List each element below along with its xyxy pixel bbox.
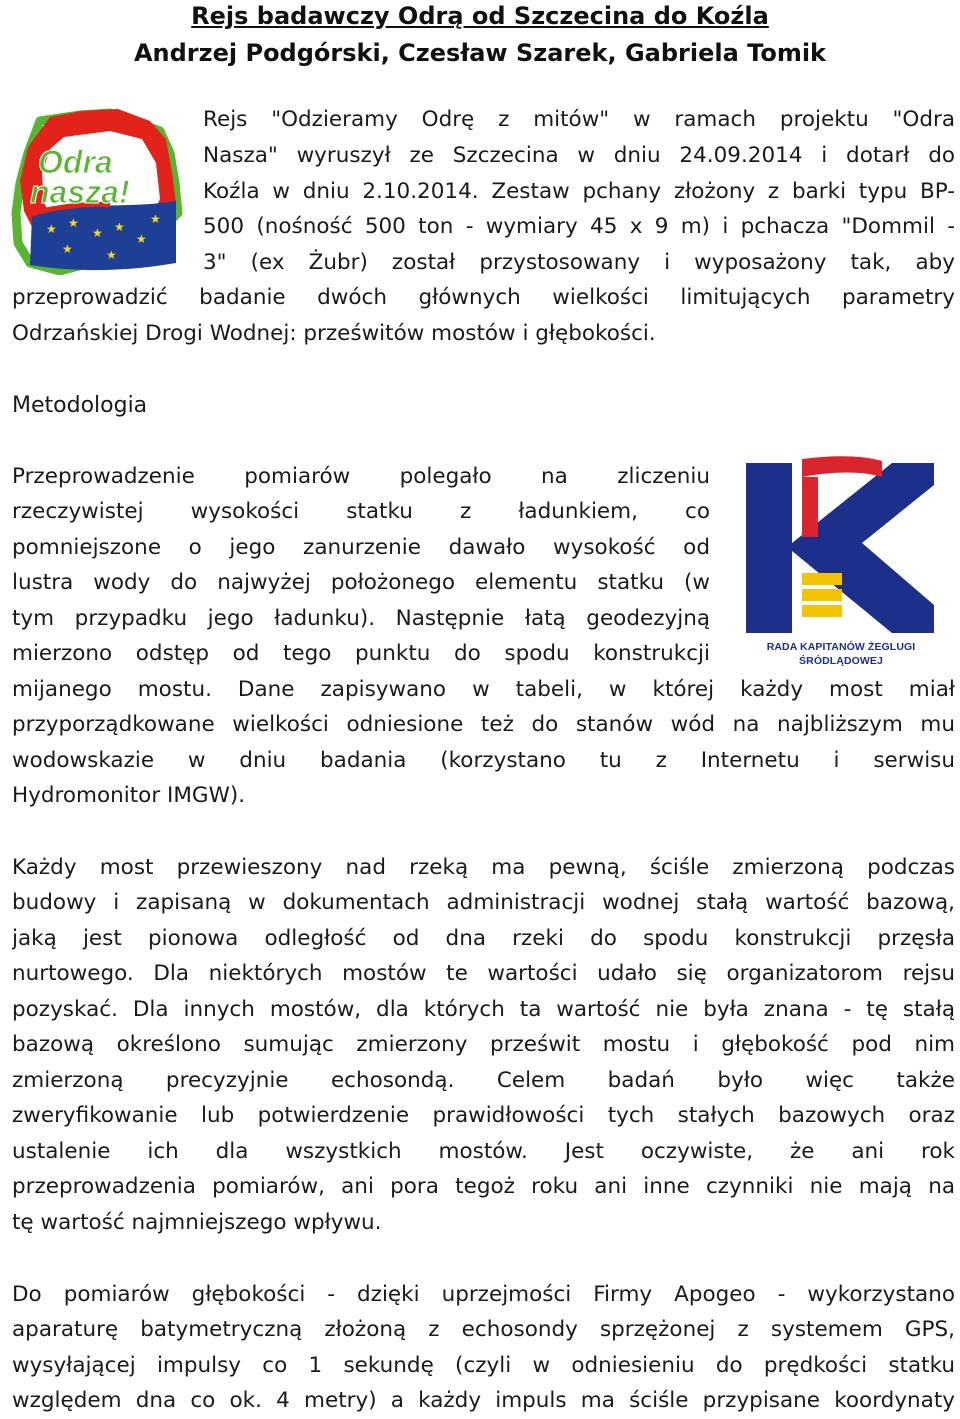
paragraph-line: ustalenie ich dla wszystkich mostów. Jest oczywiste, że ani rok xyxy=(12,1139,955,1164)
methodology-line: Przeprowadzenie pomiarów polegało na zliczeniu xyxy=(12,464,710,489)
methodology-line: pomniejszone o jego zanurzenie dawało wysokość od xyxy=(12,535,710,560)
intro-line: 500 (nośność 500 ton - wymiary 45 x 9 m) i pchacza "Dommil - xyxy=(203,214,955,239)
section-heading: Metodologia xyxy=(12,393,148,418)
svg-text:★: ★ xyxy=(106,248,117,262)
odra-nasza-logo xyxy=(10,103,192,275)
document-authors: Andrzej Podgórski, Czesław Szarek, Gabriela Tomik xyxy=(133,39,827,67)
svg-text:★: ★ xyxy=(136,232,147,246)
svg-text:★: ★ xyxy=(62,242,73,256)
intro-line: Odrzańskiej Drogi Wodnej: prześwitów mostów i głębokości. xyxy=(12,321,656,346)
paragraph-line: budowy i zapisaną w dokumentach administracji wodnej stałą wartość bazową, xyxy=(12,890,955,915)
paragraph-line: Do pomiarów głębokości - dzięki uprzejmości Firmy Apogeo - wykorzystano xyxy=(12,1282,955,1307)
intro-line: Koźla w dniu 2.10.2014. Zestaw pchany złożony z barki typu BP- xyxy=(203,179,955,204)
svg-text:★: ★ xyxy=(68,216,79,230)
odra-logo-text-1: Odra xyxy=(38,144,113,180)
svg-text:★: ★ xyxy=(92,226,103,240)
svg-text:★: ★ xyxy=(150,212,161,226)
paragraph-line: zweryfikowanie lub potwierdzenie prawidłowości tych stałych bazowych oraz xyxy=(12,1103,955,1128)
paragraph-line: zmierzoną precyzyjnie echosondą. Celem badań było więc także xyxy=(12,1068,955,1093)
methodology-line: tym przypadku jego ładunku). Następnie łatą geodezyjną xyxy=(12,606,710,631)
paragraph-line: względem dna co ok. 4 metry) a każdy impuls ma ściśle przypisane koordynaty xyxy=(12,1388,955,1413)
paragraph-line: pozyskać. Dla innych mostów, dla których ta wartość nie była znana - tę stałą xyxy=(12,997,955,1022)
paragraph-line: przeprowadzenia pomiarów, ani pora tegoż roku ani inne czynniki nie mają na xyxy=(12,1174,955,1199)
methodology-line: przyporządkowane wielkości odniesione też do stanów wód na najbliższym mu xyxy=(12,712,955,737)
paragraph-line: nurtowego. Dla niektórych mostów te wartości udało się organizatorom rejsu xyxy=(12,961,955,986)
intro-line: Nasza" wyruszył ze Szczecina w dniu 24.09.2014 i dotarł do xyxy=(203,143,955,168)
methodology-line: mijanego mostu. Dane zapisywano w tabeli, w której każdy most miał xyxy=(12,677,955,702)
document-title: Rejs badawczy Odrą od Szczecina do Koźla xyxy=(191,2,769,30)
methodology-line: mierzono odstęp od tego punktu do spodu konstrukcji xyxy=(12,641,710,666)
methodology-line: rzeczywistej wysokości statku z ładunkiem, co xyxy=(12,499,710,524)
methodology-line: lustra wody do najwyżej położonego elementu statku (w xyxy=(12,570,710,595)
svg-text:★: ★ xyxy=(46,222,57,236)
rada-logo-caption: RADA KAPITANÓW ŻEGLUGI ŚRÓDLĄDOWEJ xyxy=(766,641,916,667)
intro-line: 3" (ex Żubr) został przystosowany i wyposażony tak, aby xyxy=(203,250,955,275)
paragraph-line: tę wartość najmniejszego wpływu. xyxy=(12,1210,382,1235)
paragraph-line: bazową określono sumując zmierzony prześwit mostu i głębokość pod nim xyxy=(12,1032,955,1057)
paragraph-line: wysyłającej impulsy co 1 sekundę (czyli w odniesieniu do prędkości statku xyxy=(12,1353,955,1378)
intro-line: przeprowadzić badanie dwóch głównych wielkości limitujących parametry xyxy=(12,285,955,310)
rada-kapitanow-logo xyxy=(742,455,940,663)
odra-logo-text-2: nasza! xyxy=(30,174,130,210)
paragraph-line: Każdy most przewieszony nad rzeką ma pewną, ściśle zmierzoną podczas xyxy=(12,855,955,880)
methodology-line: Hydromonitor IMGW). xyxy=(12,783,246,808)
paragraph-line: aparaturę batymetryczną złożoną z echosondy sprzężonej z systemem GPS, xyxy=(12,1317,955,1342)
methodology-line: wodowskazie w dniu badania (korzystano tu z Internetu i serwisu xyxy=(12,748,955,773)
paragraph-line: jaką jest pionowa odległość od dna rzeki do spodu konstrukcji przęsła xyxy=(12,926,955,951)
svg-text:★: ★ xyxy=(114,220,125,234)
intro-line: Rejs "Odzieramy Odrę z mitów" w ramach projektu "Odra xyxy=(203,107,955,132)
